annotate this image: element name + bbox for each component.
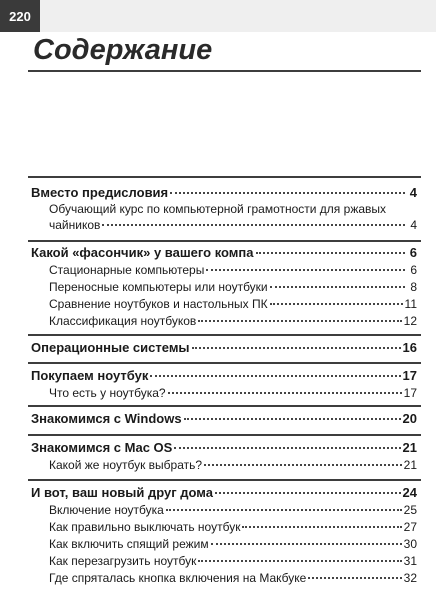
toc-section [28,176,421,234]
entry-page: 17 [403,386,417,400]
leader-dots [211,543,402,545]
entry-page: 31 [403,554,417,568]
leader-dots [174,447,400,449]
entry-title: Включение ноутбука [49,503,164,517]
toc-chapter [28,484,421,501]
leader-dots [242,526,401,528]
leader-dots [270,286,405,288]
chapter-title: Знакомимся с Mac OS [31,440,173,455]
entry-page: 21 [403,458,417,472]
toc-entry [28,519,421,536]
chapter-page: 6 [409,245,417,260]
chapter-title: Знакомимся с Windows [31,411,182,426]
entry-title: Сравнение ноутбуков и настольных ПК [49,297,268,311]
section-rule [28,176,421,178]
toc-chapter [28,184,421,201]
entry-page: 30 [403,537,417,551]
section-rule [28,240,421,242]
toc-section [28,362,421,402]
entry-page: 8 [410,280,417,294]
header-bar [40,0,436,32]
toc-entry [28,279,421,296]
entry-page: 11 [404,297,417,311]
section-rule [28,434,421,436]
toc-section [28,405,421,427]
toc-entry [28,570,421,587]
leader-dots [102,224,405,226]
entry-title: Как включить спящий режим [49,537,209,551]
toc-section [28,334,421,356]
title-rule [28,70,421,72]
leader-dots [198,320,401,322]
toc-section [28,240,421,330]
toc-chapter [28,244,421,261]
toc-entry [28,262,421,279]
entry-page: 6 [410,263,417,277]
chapter-page: 17 [402,368,417,383]
toc-entry [28,313,421,330]
chapter-page: 21 [402,440,417,455]
toc-section [28,479,421,587]
leader-dots [206,269,405,271]
chapter-title: Операционные системы [31,340,190,355]
toc-chapter [28,410,421,427]
toc-entry [28,553,421,570]
leader-dots [184,418,401,420]
leader-dots [256,252,405,254]
page-number: 220 [0,0,40,32]
leader-dots [170,192,405,194]
entry-title: Что есть у ноутбука? [49,386,166,400]
section-rule [28,334,421,336]
chapter-page: 24 [402,485,417,500]
chapter-page: 4 [409,185,417,200]
toc-entry-line1: Обучающий курс по компьютерной грамотности для ржавых [49,202,387,216]
entry-title: чайников [49,218,101,232]
entry-page: 12 [403,314,417,328]
section-rule [28,479,421,481]
entry-title: Переносные компьютеры или ноутбуки [49,280,268,294]
leader-dots [215,492,401,494]
section-rule [28,405,421,407]
entry-title: Стационарные компьютеры [49,263,205,277]
toc-entry [28,385,421,402]
toc-entry [28,502,421,519]
entry-title: Какой же ноутбук выбрать? [49,458,203,472]
toc-entry [28,217,421,234]
leader-dots [150,375,400,377]
leader-dots [166,509,402,511]
entry-title: Классификация ноутбуков [49,314,197,328]
chapter-page: 16 [402,340,417,355]
chapter-title: Вместо предисловия [31,185,169,200]
entry-page: 25 [403,503,417,517]
toc-chapter [28,439,421,456]
toc-section [28,434,421,474]
toc-chapter [28,339,421,356]
toc-entry [28,536,421,553]
leader-dots [168,392,402,394]
leader-dots [308,577,401,579]
leader-dots [270,303,403,305]
chapter-title: Какой «фасончик» у вашего компа [31,245,254,260]
toc-entry [28,457,421,474]
chapter-title: Покупаем ноутбук [31,368,149,383]
entry-page: 32 [403,571,417,585]
entry-title: Где спряталась кнопка включения на Макбуке [49,571,307,585]
page-title: Содержание [33,34,213,66]
leader-dots [192,347,401,349]
entry-page: 4 [410,218,417,232]
leader-dots [198,560,401,562]
section-rule [28,362,421,364]
toc-chapter [28,367,421,384]
entry-page: 27 [403,520,417,534]
entry-title: Как правильно выключать ноутбук [49,520,241,534]
bleed-through-text [60,74,420,90]
chapter-page: 20 [402,411,417,426]
toc-entry [28,296,421,313]
entry-title: Как перезагрузить ноутбук [49,554,197,568]
chapter-title: И вот, ваш новый друг дома [31,485,213,500]
leader-dots [204,464,402,466]
